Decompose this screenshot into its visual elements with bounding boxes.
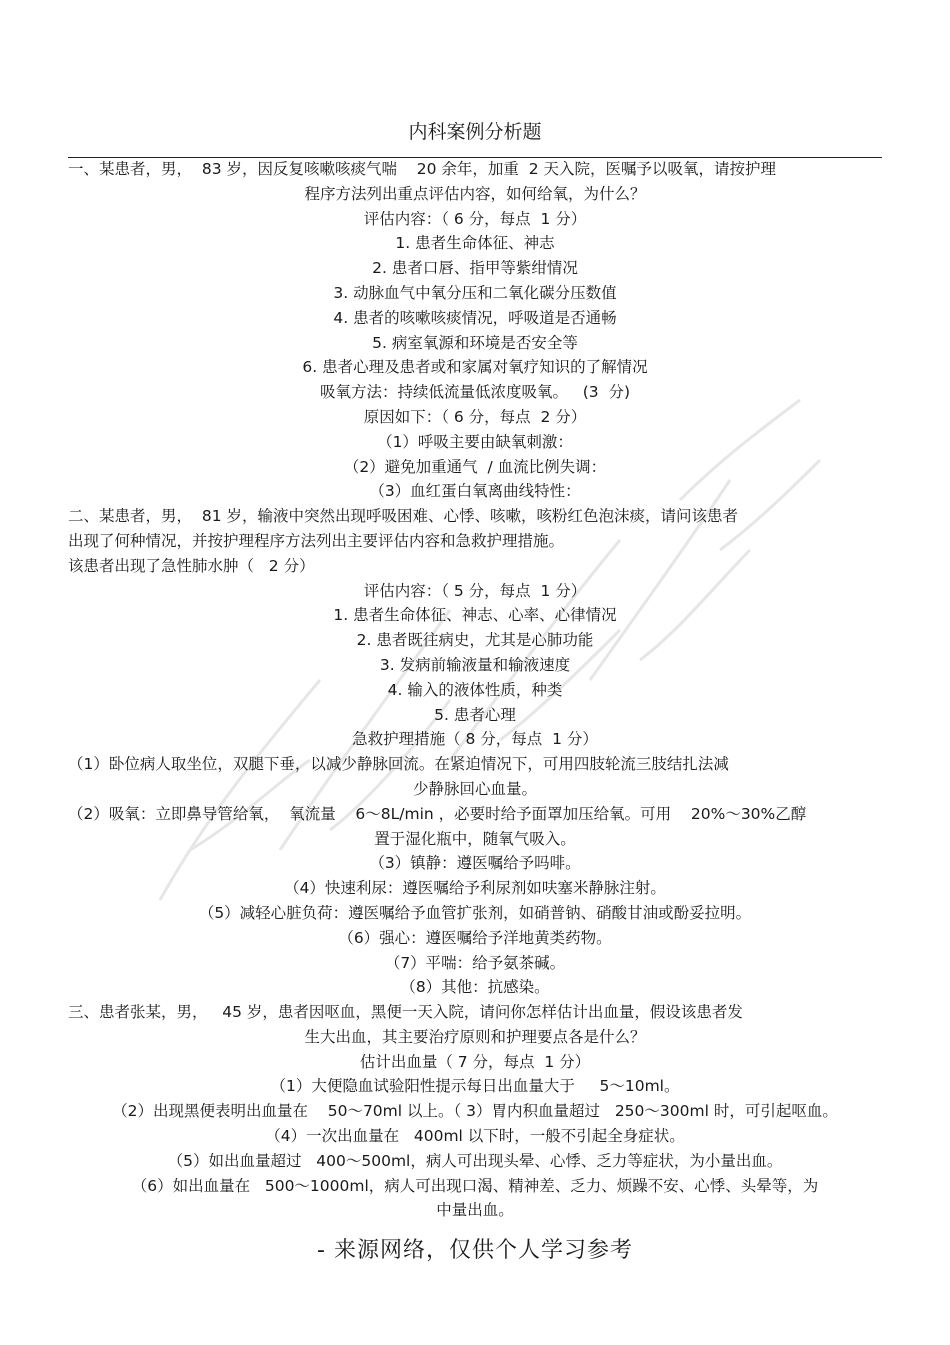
document-body xyxy=(0,157,950,1223)
text-line: （2）避免加重通气 / 血流比例失调： xyxy=(343,457,607,476)
source-footer: - 来源网络，仅供个人学习参考 xyxy=(317,1238,633,1263)
text-line: 原因如下：（ 6 分，每点 2 分） xyxy=(363,407,587,426)
text-line: 1. 患者生命体征、神志、心率、心律情况 xyxy=(333,606,617,625)
document-title: 内科案例分析题 xyxy=(408,121,542,143)
text-line: 2. 患者口唇、指甲等紫绀情况 xyxy=(372,259,578,278)
text-line: 3. 发病前输液量和输液速度 xyxy=(379,655,571,674)
text-line: （3）镇静：遵医嘱给予吗啡。 xyxy=(369,854,581,873)
text-line: 评估内容：（ 6 分，每点 1 分） xyxy=(363,209,587,228)
text-line: （8）其他：抗感染。 xyxy=(400,978,550,997)
text-line: 1. 患者生命体征、神志 xyxy=(395,234,555,253)
text-line: （4）一次出血量在 400ml 以下时，一般不引起全身症状。 xyxy=(265,1127,685,1146)
text-line: 程序方法列出重点评估内容，如何给氧，为什么？ xyxy=(304,184,646,203)
text-line: （6）如出血量在 500～1000ml，病人可出现口渴、精神差、乏力、烦躁不安、心悸、头晕等，为 xyxy=(131,1176,819,1195)
text-line: （5）如出血量超过 400～500ml，病人可出现头晕、心悸、乏力等症状，为小量出血。 xyxy=(167,1151,783,1170)
text-line: （4）快速利尿：遵医嘱给予利尿剂如呋塞米静脉注射。 xyxy=(284,879,666,898)
text-line: （1）大便隐血试验阳性提示每日出血量大于 5～10ml。 xyxy=(270,1077,680,1096)
text-line: 急救护理措施（ 8 分，每点 1 分） xyxy=(352,730,598,749)
text-line: （5）减轻心脏负荷：遵医嘱给予血管扩张剂，如硝普钠、硝酸甘油或酚妥拉明。 xyxy=(198,903,752,922)
text-line: 该患者出现了急性肺水肿（ 2 分） xyxy=(68,556,315,575)
text-line: 4. 患者的咳嗽咳痰情况，呼吸道是否通畅 xyxy=(333,308,617,327)
text-line: （6）强心：遵医嘱给予洋地黄类药物。 xyxy=(338,928,612,947)
text-line: （1）呼吸主要由缺氧刺激： xyxy=(377,432,573,451)
text-line: 5. 患者心理 xyxy=(434,705,516,724)
text-line: 4. 输入的液体性质，种类 xyxy=(387,680,563,699)
text-line: 估计出血量（ 7 分，每点 1 分） xyxy=(359,1052,591,1071)
text-line: 吸氧方法：持续低流量低浓度吸氧。 (3 分) xyxy=(319,383,631,402)
text-line: 6. 患者心理及患者或和家属对氧疗知识的了解情况 xyxy=(302,358,648,377)
text-line: （2）吸氧：立即鼻导管给氧， 氧流量 6～8L/min ，必要时给予面罩加压给氧。可用 20%～30%乙醇 xyxy=(68,804,807,823)
text-line: 生大出血，其主要治疗原则和护理要点各是什么？ xyxy=(304,1027,646,1046)
text-line: （3）血红蛋白氧离曲线特性： xyxy=(369,482,581,501)
text-line: 3. 动脉血气中氧分压和二氧化碳分压数值 xyxy=(333,283,617,302)
text-line: 一、某患者，男， 83 岁，因反复咳嗽咳痰气喘 20 余年，加重 2 天入院，医嘱予以吸氧，请按护理 xyxy=(68,160,777,178)
text-line: 三、患者张某，男， 45 岁，患者因呕血，黑便一天入院，请问你怎样估计出血量，假设该患者发 xyxy=(68,1003,743,1022)
text-line: 中量出血。 xyxy=(436,1201,514,1220)
text-line: （7）平喘：给予氨茶碱。 xyxy=(384,953,566,972)
text-line: 出现了何种情况，并按护理程序方法列出主要评估内容和急救护理措施。 xyxy=(68,531,565,550)
text-line: 5. 病室氧源和环境是否安全等 xyxy=(372,333,578,352)
text-line: 二、某患者，男， 81 岁，输液中突然出现呼吸困难、心悸、咳嗽，咳粉红色泡沫痰，请问该患者 xyxy=(68,507,739,526)
text-line: 2. 患者既往病史，尤其是心肺功能 xyxy=(356,631,594,650)
text-line: （1）卧位病人取坐位，双腿下垂，以减少静脉回流。在紧迫情况下，可用四肢轮流三肢结扎法减 xyxy=(68,755,729,774)
text-line: 置于湿化瓶中，随氧气吸入。 xyxy=(374,829,576,848)
text-line: 少静脉回心血量。 xyxy=(412,779,537,798)
text-line: 评估内容：（ 5 分，每点 1 分） xyxy=(363,581,587,600)
text-line: （2）出现黑便表明出血量在 50～70ml 以上。（ 3）胃内积血量超过 250～300ml 时，可引起呕血。 xyxy=(112,1102,838,1121)
